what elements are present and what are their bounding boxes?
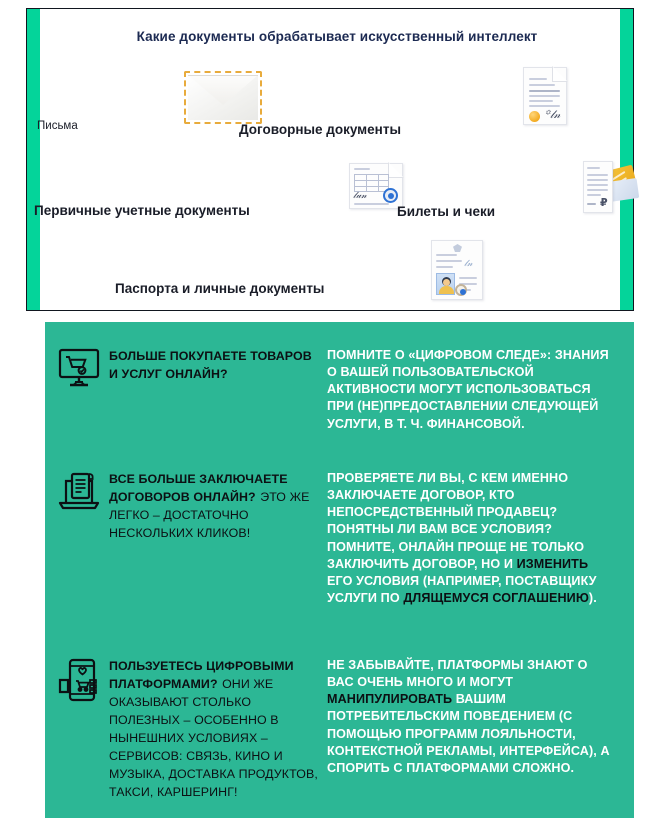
contract-document-icon: ꙳𝓁𝓃: [523, 67, 567, 125]
consumer-tips-panel: [45, 322, 634, 818]
tip-heading-online-contracts: [109, 470, 327, 542]
tip-block-online-shopping: [45, 347, 634, 433]
label-tickets-receipts: Билеты и чеки: [397, 204, 496, 219]
tip-heading-text: ВСЕ БОЛЬШЕ ЗАКЛЮЧАЕТЕ ДОГОВОРОВ ОНЛАЙН?: [109, 472, 288, 504]
label-passports: Паспорта и личные документы: [115, 281, 325, 296]
panel-left-green-bar: [27, 9, 40, 310]
tip-heading-online-shopping: [109, 347, 327, 383]
tip-heading-text: ПОЛЬЗУЕТЕСЬ ЦИФРОВЫМИ ПЛАТФОРМАМИ?: [109, 659, 294, 691]
tip-block-online-contracts: [45, 470, 634, 607]
laptop-contract-icon: [45, 470, 109, 513]
page-title: Какие документы обрабатывает искусственный интеллект: [136, 29, 538, 44]
emphasis-text: МАНИПУЛИРОВАТЬ: [327, 692, 453, 707]
ai-documents-panel: [26, 8, 634, 311]
label-letters: Письма: [37, 120, 78, 132]
body-text-run: ЕГО УСЛОВИЯ (НАПРИМЕР, ПОСТАВЩИКУ УСЛУГИ ПО: [327, 573, 597, 605]
ticket-receipt-icon: ₽: [583, 161, 637, 213]
hand-smartphone-cart-icon: [45, 657, 109, 704]
tip-subheading-text: ОНИ ЖЕ ОКАЗЫВАЮТ СТОЛЬКО ПОЛЕЗНЫХ – ОСОБЕННО В НЫНЕШНИХ УСЛОВИЯХ – СЕРВИСОВ: СВЯЗЬ, КИНО И МУЗЫКА, ДОСТАВКА ПРОДУКТОВ, ТАКСИ, КАРШЕРИНГ!: [109, 677, 318, 799]
tip-body-digital-platforms: [327, 657, 634, 777]
tip-body-online-contracts: [327, 470, 634, 607]
tip-body-online-shopping: [327, 347, 634, 433]
body-text-run: ПОМНИТЕ О «ЦИФРОВОМ СЛЕДЕ»: ЗНАНИЯ О ВАШЕЙ ПОЛЬЗОВАТЕЛЬСКОЙ АКТИВНОСТИ МОГУТ ИСПОЛЬЗОВАТЬСЯ ПРИ (НЕ)ПРЕДОСТАВЛЕНИИ СЛЕДУЮЩЕЙ УСЛУГИ, В Т. Ч. ФИНАНСОВОЙ.: [327, 348, 609, 431]
tip-heading-digital-platforms: [109, 657, 327, 801]
label-contracts: Договорные документы: [239, 122, 401, 137]
tip-subheading-text: ЭТО ЖЕ ЛЕГКО – ДОСТАТОЧНО НЕСКОЛЬКИХ КЛИКОВ!: [109, 490, 310, 540]
passport-id-icon: 𝓁𝓃: [431, 240, 483, 300]
label-primary-accounting: Первичные учетные документы: [34, 203, 250, 218]
envelope-icon: [184, 71, 262, 124]
body-text-run: ВАШИМ ПОТРЕБИТЕЛЬСКИМ ПОВЕДЕНИЕМ (С ПОМОЩЬЮ ПРОГРАММ ЛОЯЛЬНОСТИ, КОНТЕКСТНОЙ РЕКЛАМЫ, ИНТЕРФЕЙСА), А СПОРИТЬ С ПЛАТФОРМАМИ СЛОЖНО.: [327, 692, 610, 775]
emphasis-text: ДЛЯЩЕМУСЯ СОГЛАШЕНИЮ: [403, 590, 589, 605]
monitor-shopping-cart-icon: [45, 347, 109, 390]
panel-right-green-bar: [620, 9, 633, 310]
primary-accounting-document-icon: 𝓁𝓊𝓃: [349, 163, 403, 209]
tip-heading-text: БОЛЬШЕ ПОКУПАЕТЕ ТОВАРОВ И УСЛУГ ОНЛАЙН?: [109, 349, 312, 381]
body-text-run: ).: [588, 590, 597, 605]
body-text-run: ПРОВЕРЯЕТЕ ЛИ ВЫ, С КЕМ ИМЕННО ЗАКЛЮЧАЕТЕ ДОГОВОР, КТО НЕПОСРЕДСТВЕННЫЙ ПРОДАВЕЦ? ПОНЯТНЫ ЛИ ВАМ ВСЕ УСЛОВИЯ? ПОМНИТЕ, ОНЛАЙН ПРОЩЕ НЕ ТОЛЬКО ЗАКЛЮЧИТЬ ДОГОВОР, НО И: [327, 471, 585, 571]
body-text-run: НЕ ЗАБЫВАЙТЕ, ПЛАТФОРМЫ ЗНАЮТ О ВАС ОЧЕНЬ МНОГО И МОГУТ: [327, 658, 588, 690]
emphasis-text: ИЗМЕНИТЬ: [516, 556, 589, 571]
tip-block-digital-platforms: [45, 657, 634, 801]
